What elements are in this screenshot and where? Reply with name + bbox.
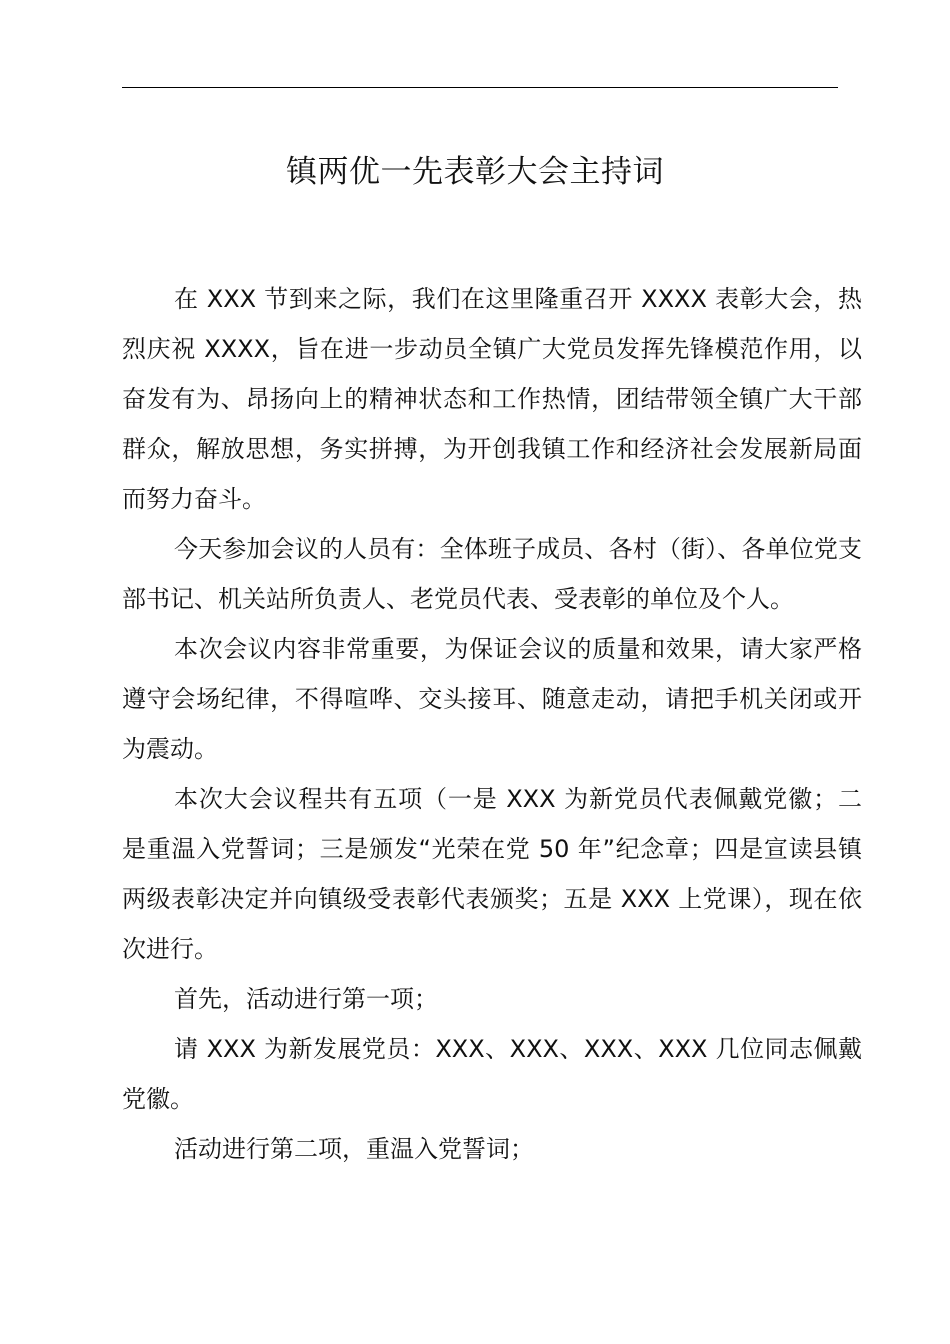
paragraph-item-one: 首先，活动进行第一项； [174, 985, 438, 1013]
document-title: 镇两优一先表彰大会主持词 [286, 154, 664, 190]
paragraph-discipline: 本次会议内容非常重要，为保证会议的质量和效果，请大家严格遵守会场纪律，不得喧哗、交头接耳、随意走动，请把手机关闭或开为震动。 [122, 635, 862, 763]
paragraph-item-two: 活动进行第二项，重温入党誓词； [174, 1135, 534, 1163]
paragraph-attendees: 今天参加会议的人员有：全体班子成员、各村（街）、各单位党支部书记、机关站所负责人、老党员代表、受表彰的单位及个人。 [122, 535, 862, 613]
paragraph-agenda: 本次大会议程共有五项（一是 XXX 为新党员代表佩戴党徽；二是重温入党誓词；三是颁发“光荣在党 50 年”纪念章；四是宣读县镇两级表彰决定并向镇级受表彰代表颁奖；五是 XXX 上党课），现在依次进行。 [122, 785, 862, 963]
paragraph-opening: 在 XXX 节到来之际，我们在这里隆重召开 XXXX 表彰大会，热烈庆祝 XXXX，旨在进一步动员全镇广大党员发挥先锋模范作用，以奋发有为、昂扬向上的精神状态和工作热情，团结带领全镇广大干部群众，解放思想，务实拼搏，为开创我镇工作和经济社会发展新局面而努力奋斗。 [122, 285, 862, 513]
header-rule [122, 87, 838, 88]
document-body [122, 274, 862, 1174]
paragraph-badge: 请 XXX 为新发展党员：XXX、XXX、XXX、XXX 几位同志佩戴党徽。 [122, 1035, 862, 1113]
